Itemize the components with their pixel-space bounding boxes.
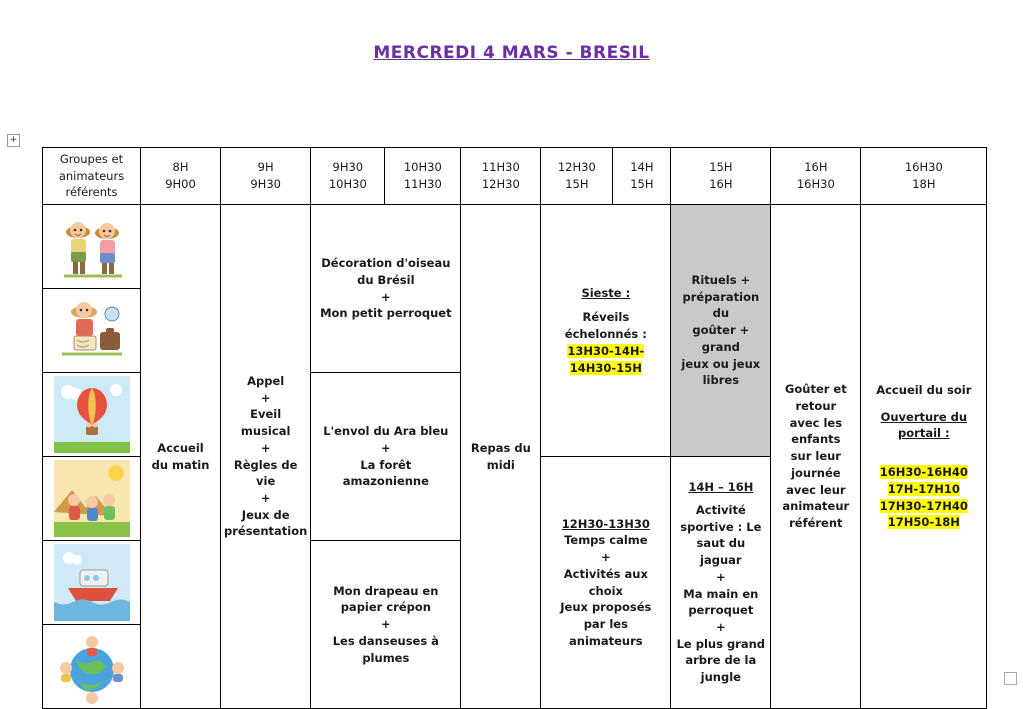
cell-drapeau-crepon: Mon drapeau en papier crépon + Les danseuses à plumes [311,541,461,709]
header-groupes: Groupes et animateurs référents [43,148,141,205]
cell-appel-eveil: Appel + Eveil musical + Règles de vie + Jeux de présentation [221,205,311,709]
header-slot-1: 8H 9H00 [141,148,221,205]
cell-rituels: Rituels + préparation du goûter + grand jeux ou jeux libres [671,205,771,457]
header-slot-9: 16H 16H30 [771,148,861,205]
child-explorer-map-icon [54,292,130,369]
cell-envol-ara: L'envol du Ara bleu + La forêt amazonienne [311,373,461,541]
group-image-cell-4 [43,457,141,541]
group-image-cell-2 [43,289,141,373]
header-slot-2: 9H 9H30 [221,148,311,205]
family-hiking-icon [54,460,130,537]
group-image-cell-3 [43,373,141,457]
group-image-cell-6 [43,625,141,709]
table-header-row [43,148,987,205]
header-slot-8: 15H 16H [671,148,771,205]
schedule-table [42,147,987,709]
expand-outline-button[interactable]: + [7,134,20,147]
header-slot-3: 9H30 10H30 [311,148,385,205]
cell-gouter-retour: Goûter et retour avec les enfants sur leur journée avec leur animateur référent [771,205,861,709]
table-row [43,205,987,289]
header-slot-6: 12H30 15H [541,148,613,205]
group-image-cell-5 [43,541,141,625]
page-title: MERCREDI 4 MARS - BRESIL [373,43,650,63]
kids-hot-air-balloon-icon [54,376,130,453]
header-slot-5: 11H30 12H30 [461,148,541,205]
cell-activite-sportive: 14H – 16H Activité sportive : Le saut du jaguar + Ma main en perroquet + Le plus grand arbre de la jungle [671,457,771,709]
cell-accueil-soir: Accueil du soir Ouverture du portail : 16H30-16H40 17H-17H10 17H30-17H40 17H50-18H [861,205,987,709]
header-slot-10: 16H30 18H [861,148,987,205]
cell-repas-midi: Repas du midi [461,205,541,709]
schedule-sheet [42,147,987,709]
cell-decoration-oiseau: Décoration d'oiseau du Brésil + Mon petit perroquet [311,205,461,373]
children-scouts-icon [54,208,130,285]
cell-sieste: Sieste : Réveils échelonnés : 13H30-14H- 14H30-15H [541,205,671,457]
group-image-cell-1 [43,205,141,289]
header-slot-4: 10H30 11H30 [385,148,461,205]
boat-sailing-icon [54,544,130,621]
header-slot-7: 14H 15H [613,148,671,205]
children-around-globe-icon [54,628,130,705]
corner-resize-handle[interactable] [1004,672,1017,685]
cell-accueil-matin: Accueil du matin [141,205,221,709]
cell-temps-calme: 12H30-13H30 Temps calme + Activités aux choix Jeux proposés par les animateurs [541,457,671,709]
